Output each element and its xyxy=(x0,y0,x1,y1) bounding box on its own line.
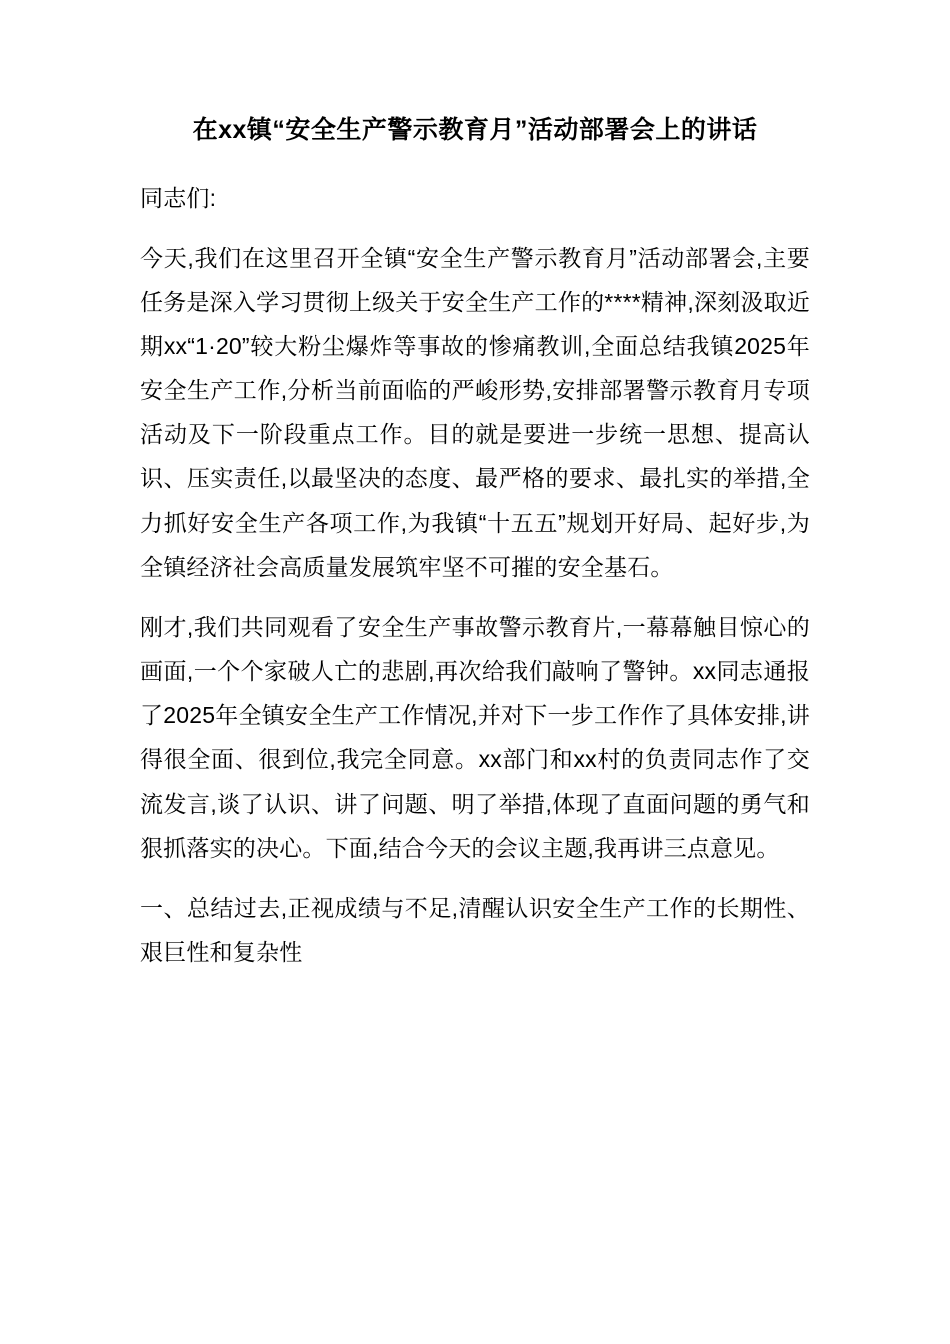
paragraph-section-heading-1: 一、总结过去,正视成绩与不足,清醒认识安全生产工作的长期性、艰巨性和复杂性 xyxy=(140,894,810,965)
page-title: 在xx镇“安全生产警示教育月”活动部署会上的讲话 xyxy=(192,116,758,144)
paragraph-body-2: 刚才,我们共同观看了安全生产事故警示教育片,一幕幕触目惊心的画面,一个个家破人亡的悲剧,再次给我们敲响了警钟。xx同志通报了2025年全镇安全生产工作情况,并对下一步工作作了具体安排,讲得很全面、很到位,我完全同意。xx部门和xx村的负责同志作了交流发言,谈了认识、讲了问题、明了举措,体现了直面问题的勇气和狠抓落实的决心。下面,结合今天的会议主题,我再讲三点意见。 xyxy=(140,613,810,861)
paragraph-body-1: 今天,我们在这里召开全镇“安全生产警示教育月”活动部署会,主要任务是深入学习贯彻上级关于安全生产工作的****精神,深刻汲取近期xx“1·20”较大粉尘爆炸等事故的惨痛教训,全面总结我镇2025年安全生产工作,分析当前面临的严峻形势,安排部署警示教育月专项活动及下一阶段重点工作。目的就是要进一步统一思想、提高认识、压实责任,以最坚决的态度、最严格的要求、最扎实的举措,全力抓好安全生产各项工作,为我镇“十五五”规划开好局、起好步,为全镇经济社会高质量发展筑牢坚不可摧的安全基石。 xyxy=(140,244,810,580)
paragraph-salutation: 同志们: xyxy=(140,184,217,211)
